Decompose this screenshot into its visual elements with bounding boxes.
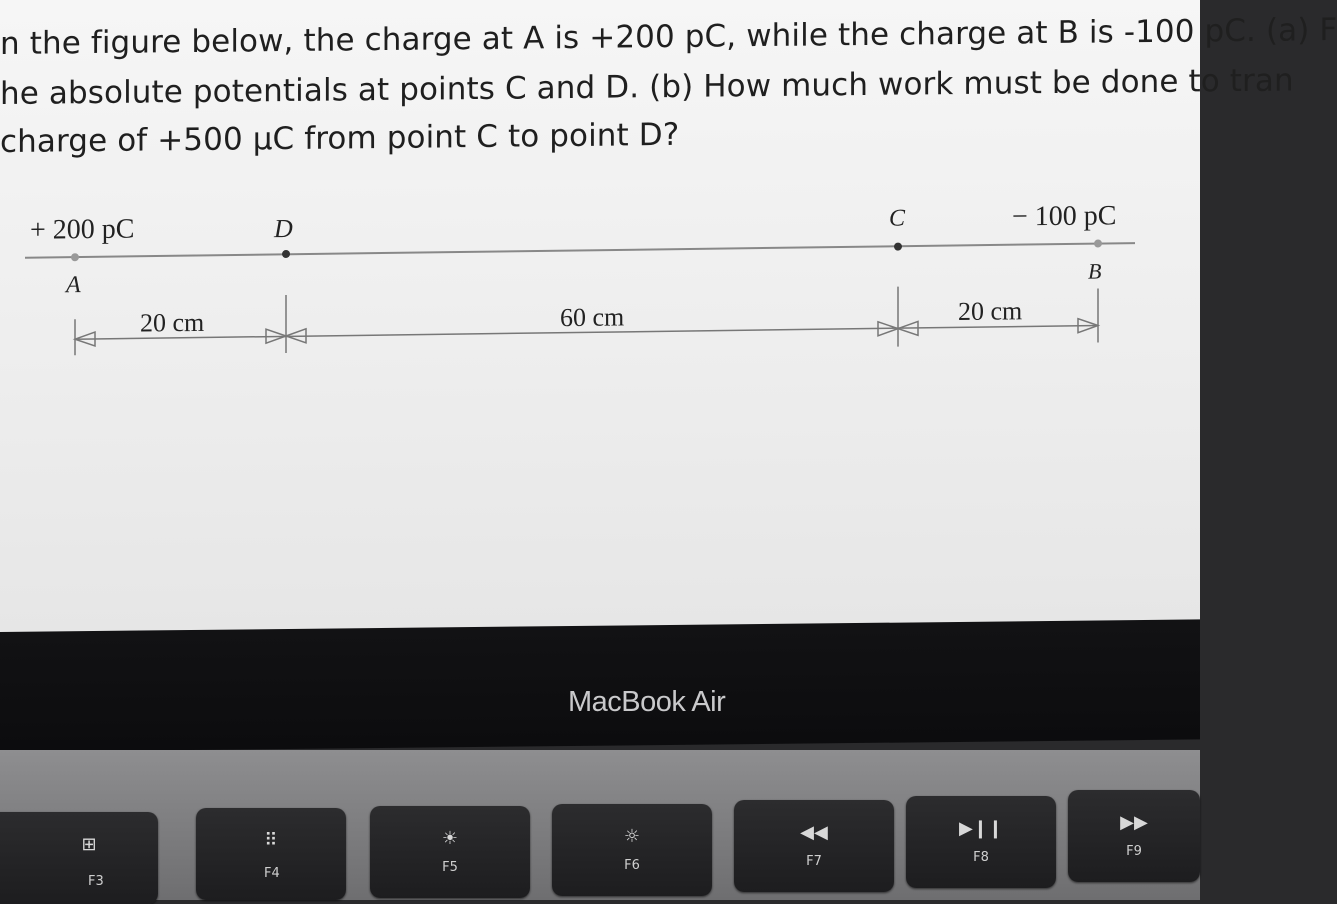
charge-a-label: + 200 pC <box>30 213 135 246</box>
key-f4-label: F4 <box>264 866 280 881</box>
keyboard-brightness-down-icon: ☀ <box>441 828 459 849</box>
charge-b-label: − 100 pC <box>1012 200 1117 233</box>
question-line-1: n the figure below, the charge at A is +200 pC, while the charge at B is -100 pC. (a) F <box>0 11 1337 62</box>
keyboard-brightness-up-icon: ☼ <box>623 826 641 847</box>
play-pause-icon: ▶❙❙ <box>958 818 1003 839</box>
rewind-icon: ◀◀ <box>800 822 828 843</box>
key-f7[interactable] <box>734 800 894 892</box>
distance-dc-label: 60 cm <box>560 302 625 333</box>
distance-cb-label: 20 cm <box>958 296 1023 326</box>
point-c-label: C <box>889 205 906 232</box>
key-f9-label: F9 <box>1126 844 1142 859</box>
point-d-label: D <box>274 213 293 244</box>
key-f6[interactable] <box>552 804 712 896</box>
key-f8[interactable] <box>906 796 1056 888</box>
distance-ad-label: 20 cm <box>140 307 205 338</box>
key-f3[interactable] <box>0 812 158 904</box>
fast-forward-icon: ▶▶ <box>1120 812 1148 833</box>
point-a-dot <box>71 253 79 261</box>
key-f6-label: F6 <box>624 858 640 873</box>
point-d-dot <box>282 250 290 258</box>
mission-control-icon: ⊞ <box>81 834 97 855</box>
brand-label: MacBook Air <box>568 686 726 718</box>
point-a-label: A <box>66 272 81 299</box>
question-line-2: he absolute potentials at points C and D. (b) How much work must be done to tran <box>0 62 1294 112</box>
key-f7-label: F7 <box>806 854 822 869</box>
launchpad-icon: ⠿ <box>264 830 278 851</box>
key-f5-label: F5 <box>442 860 458 875</box>
key-f4[interactable] <box>196 808 346 900</box>
key-f5[interactable] <box>370 806 530 898</box>
key-f9[interactable] <box>1068 790 1200 882</box>
point-b-label: B <box>1088 258 1102 284</box>
question-line-3: charge of +500 μC from point C to point D? <box>0 116 680 160</box>
point-c-dot <box>894 243 902 251</box>
point-b-dot <box>1094 239 1102 247</box>
charge-axis-line <box>25 243 1135 258</box>
key-f8-label: F8 <box>973 850 989 865</box>
key-f3-label: F3 <box>88 874 104 889</box>
